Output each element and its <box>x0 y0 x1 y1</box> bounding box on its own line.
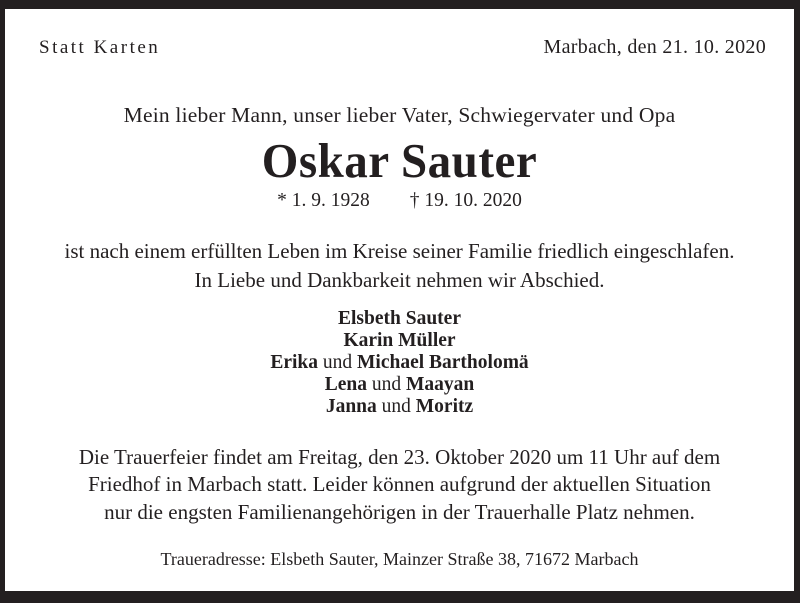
intro-line: ist nach einem erfüllten Leben im Kreise seiner Familie friedlich eingeschlafen. <box>64 238 735 263</box>
service-paragraph <box>33 444 766 527</box>
family-line <box>33 308 766 330</box>
life-dates <box>33 190 766 212</box>
family-names-list <box>33 308 766 418</box>
service-line: Die Trauerfeier findet am Freitag, den 23. Oktober 2020 um 11 Uhr auf dem <box>78 444 721 469</box>
family-line <box>33 374 766 396</box>
family-name: Maayan <box>406 373 475 395</box>
birth-date: * 1. 9. 1928 <box>277 189 370 211</box>
family-connector: und <box>318 351 357 373</box>
family-line <box>33 396 766 418</box>
statt-karten-label: Statt Karten <box>39 37 161 58</box>
family-connector: und <box>376 395 416 417</box>
family-name: Moritz <box>415 395 474 417</box>
family-name: Janna <box>325 395 377 417</box>
service-line: Friedhof in Marbach statt. Leider können aufgrund der aktuellen Situation <box>88 472 711 497</box>
deceased-name: Oskar Sauter <box>261 133 538 188</box>
family-name: Michael Bartholomä <box>357 351 529 373</box>
family-connector: und <box>367 373 406 395</box>
intro-paragraph <box>33 237 766 295</box>
intro-line: In Liebe und Dankbarkeit nehmen wir Abschied. <box>194 267 605 292</box>
place-date-label: Marbach, den 21. 10. 2020 <box>543 36 766 58</box>
mourning-address: Traueradresse: Elsbeth Sauter, Mainzer Straße 38, 71672 Marbach <box>160 549 639 570</box>
service-line: nur die engsten Familienangehörigen in der Trauerhalle Platz nehmen. <box>104 499 695 524</box>
family-name: Karin Müller <box>343 329 456 351</box>
salutation-line: Mein lieber Mann, unser lieber Vater, Schwiegervater und Opa <box>123 103 676 127</box>
family-name: Elsbeth Sauter <box>338 307 461 329</box>
family-line <box>33 352 766 374</box>
family-name: Lena <box>324 373 367 395</box>
header-row <box>33 36 766 59</box>
death-date: † 19. 10. 2020 <box>409 189 522 211</box>
family-name: Erika <box>270 351 318 373</box>
obituary-content <box>5 36 794 603</box>
family-line <box>33 330 766 352</box>
